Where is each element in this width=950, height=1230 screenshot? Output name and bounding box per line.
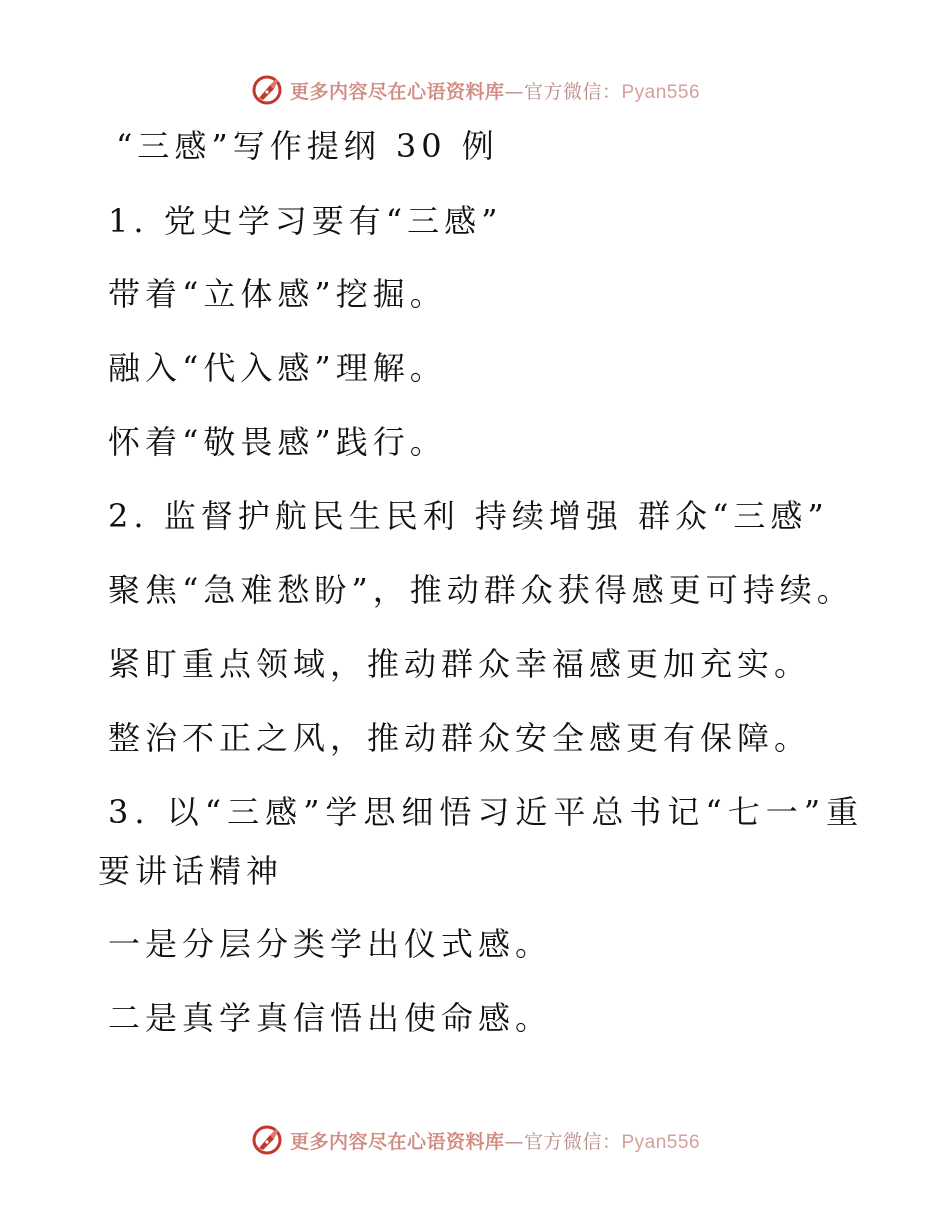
watermark-wechat-label: 官方微信： [523, 1130, 622, 1153]
section-heading-3: 3. 以“三感”学思细悟习近平总书记“七一”重 [108, 793, 865, 831]
watermark-wechat-id: Pyan556 [621, 1131, 701, 1153]
watermark-dash: — [504, 1130, 524, 1153]
paragraph-line: 怀着“敬畏感”践行。 [108, 423, 447, 461]
paragraph-line: 聚焦“急难愁盼”，推动群众获得感更可持续。 [108, 571, 854, 609]
paragraph-line: 紧盯重点领域，推动群众幸福感更加充实。 [108, 645, 812, 683]
paragraph-line: 二是真学真信悟出使命感。 [108, 999, 553, 1037]
section-heading-2: 2. 监督护航民生民利 持续增强 群众“三感” [108, 497, 829, 535]
paragraph-line: 带着“立体感”挖掘。 [108, 275, 447, 313]
pen-nib-logo-icon [250, 1123, 284, 1157]
paragraph-line: 整治不正之风，推动群众安全感更有保障。 [108, 719, 812, 757]
section-heading-3-continued: 要讲话精神 [98, 852, 284, 890]
footer-watermark [0, 1120, 950, 1160]
watermark-dash: — [504, 80, 524, 103]
watermark-wechat-id: Pyan556 [621, 81, 701, 103]
paragraph-line: 一是分层分类学出仪式感。 [108, 925, 553, 963]
paragraph-line: 融入“代入感”理解。 [108, 349, 447, 387]
watermark-wechat-label: 官方微信： [523, 80, 622, 103]
watermark-main-text: 更多内容尽在心语资料库 [289, 1130, 505, 1153]
watermark-main-text: 更多内容尽在心语资料库 [289, 80, 505, 103]
document-title: “三感”写作提纲 30 例 [116, 127, 499, 165]
section-heading-1: 1. 党史学习要有“三感” [108, 202, 503, 240]
